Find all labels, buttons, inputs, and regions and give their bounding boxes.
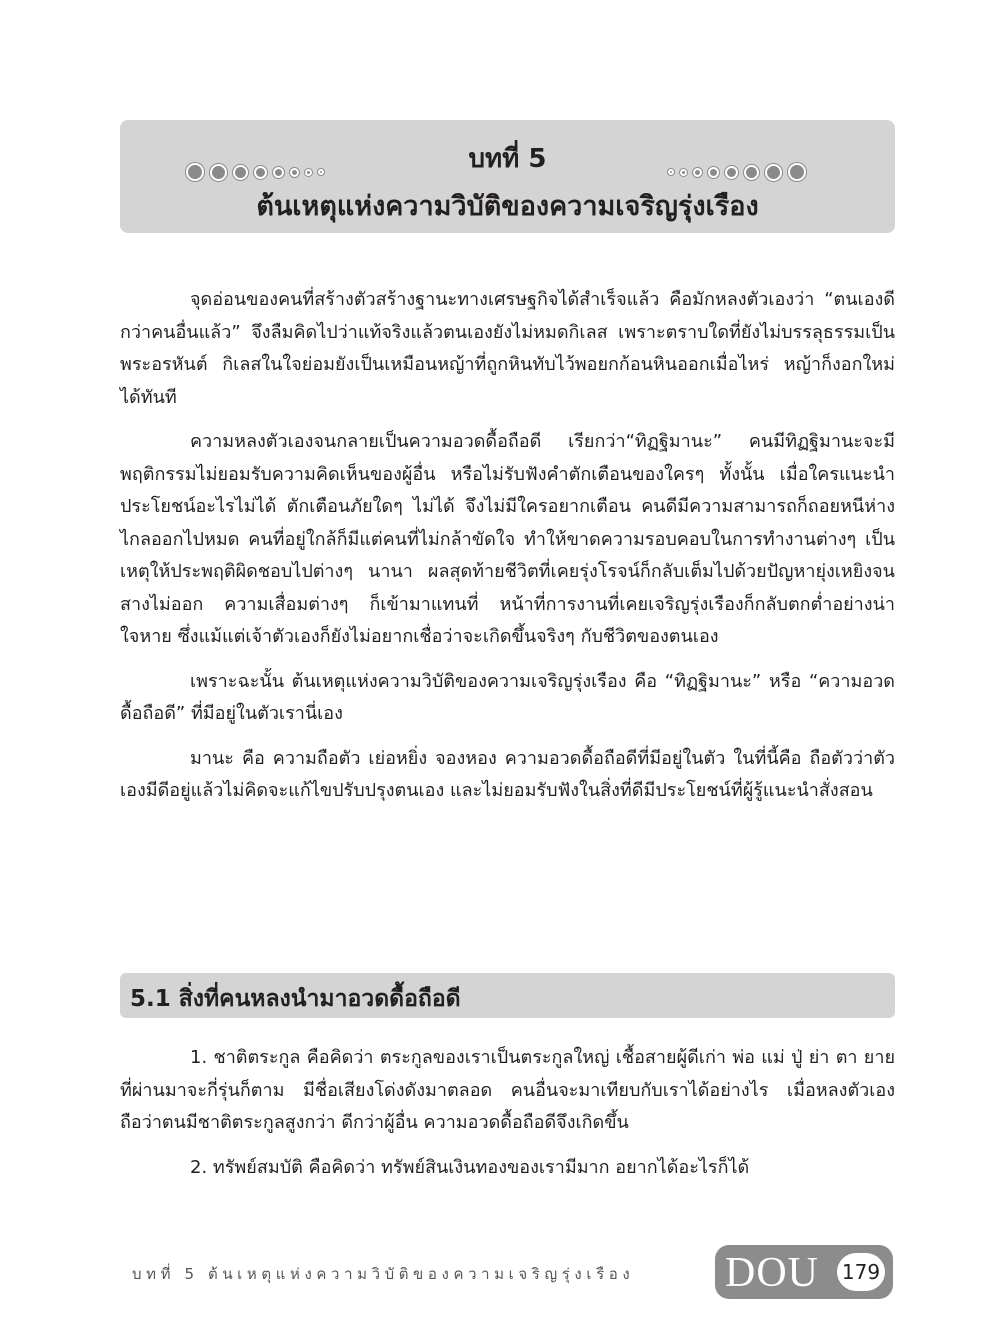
chapter-title: ต้นเหตุแห่งความวิบัติของความเจริญรุ่งเรือง	[256, 191, 759, 222]
chapter-number: บทที่ 5	[468, 144, 547, 174]
section-title: 5.1 สิ่งที่คนหลงนำมาอวดดื้อถือดี	[130, 986, 461, 1012]
paragraph: ความหลงตัวเองจนกลายเป็นความอวดดื้อถือดี เรียกว่า“ทิฏฐิมานะ” คนมีทิฏฐิมานะจะมีพฤติกรรมไม่ยอมรับความคิดเห็นของผู้อื่น หรือไม่รับฟังคำตักเตือนของใครๆ ทั้งนั้น เมื่อใครแนะนำประโยชน์อะไรไม่ได้ ตักเตือนภัยใดๆ ไม่ได้ จึงไม่มีใครอยากเตือน คนดีมีความสามารถก็ถอยหนีห่างไกลออกไปหมด คนที่อยู่ใกล้ก็มีแต่คนที่ไม่กล้าขัดใจ ทำให้ขาดความรอบคอบในการทำงานต่างๆ เป็นเหตุให้ประพฤติผิดชอบไปต่างๆ นานา ผลสุดท้ายชีวิตที่เคยรุ่งโรจน์ก็กลับเต็มไปด้วยปัญหายุ่งเหยิงจนสางไม่ออก ความเสื่อมต่างๆ ก็เข้ามาแทนที่ หน้าที่การงานที่เคยเจริญรุ่งเรืองก็กลับตกต่ำอย่างน่าใจหาย ซึ่งแม้แต่เจ้าตัวเองก็ยังไม่อยากเชื่อว่าจะเกิดขึ้นจริงๆ กับชีวิตของตนเอง	[120, 431, 895, 647]
chapter-header	[120, 120, 895, 233]
list-item: 2. ทรัพย์สมบัติ คือคิดว่า ทรัพย์สินเงินทองของเรามีมาก อยากได้อะไรก็ได้	[190, 1156, 750, 1178]
dot-icon	[725, 166, 738, 179]
page-number: 179	[837, 1253, 885, 1291]
body-text	[120, 284, 895, 820]
dot-icon	[788, 163, 806, 181]
dot-icon	[708, 167, 719, 178]
dot-icon	[668, 169, 674, 175]
list-item: 1. ชาติตระกูล คือคิดว่า ตระกูลของเราเป็นตระกูลใหญ่ เชื้อสายผู้ดีเก่า พ่อ แม่ ปู่ ย่า ตา ยาย ที่ผ่านมาจะกี่รุ่นก็ตาม มีชื่อเสียงโด่งดังมาตลอด คนอื่นจะมาเทียบกับเราได้อย่างไร เมื่อหลงตัวเองถือว่าตนมีชาติตระกูลสูงกว่า ดีกว่าผู้อื่น ความอวดดื้อถือดีจึงเกิดขึ้น	[120, 1047, 895, 1133]
section-header	[120, 973, 895, 1018]
footer-badge	[715, 1245, 893, 1299]
section-body	[120, 1042, 895, 1196]
dot-icon	[693, 168, 702, 177]
paragraph: มานะ คือ ความถือตัว เย่อหยิ่ง จองหอง ความอวดดื้อถือดีที่มีอยู่ในตัว ในที่นี้คือ ถือตัวว่าตัวเองมีดีอยู่แล้วไม่คิดจะแก้ไขปรับปรุงตนเอง และไม่ยอมรับฟังในสิ่งที่ดีมีประโยชน์ที่ผู้รู้แนะนำสั่งสอน	[120, 747, 895, 801]
paragraph: เพราะฉะนั้น ต้นเหตุแห่งความวิบัติของความเจริญรุ่งเรือง คือ “ทิฏฐิมานะ” หรือ “ความอวดดื้อถือดี” ที่มีอยู่ในตัวเรานี่เอง	[120, 670, 895, 724]
dot-icon	[744, 165, 759, 180]
running-footer: บทที่ 5 ต้นเหตุแห่งความวิบัติของความเจริญรุ่งเรือง	[132, 1265, 635, 1283]
decorative-dots-right	[668, 162, 812, 182]
dou-logo: DOU	[725, 1250, 819, 1296]
dot-icon	[765, 164, 782, 181]
dot-icon	[680, 169, 687, 176]
paragraph: จุดอ่อนของคนที่สร้างตัวสร้างฐานะทางเศรษฐกิจได้สำเร็จแล้ว คือมักหลงตัวเองว่า “ตนเองดีกว่าคนอื่นแล้ว” จึงลืมคิดไปว่าแท้จริงแล้วตนเองยังไม่หมดกิเลส เพราะตราบใดที่ยังไม่บรรลุธรรมเป็นพระอรหันต์ กิเลสในใจย่อมยังเป็นเหมือนหญ้าที่ถูกหินทับไว้พอยกก้อนหินออกเมื่อไหร่ หญ้าก็งอกใหม่ได้ทันที	[120, 289, 895, 408]
